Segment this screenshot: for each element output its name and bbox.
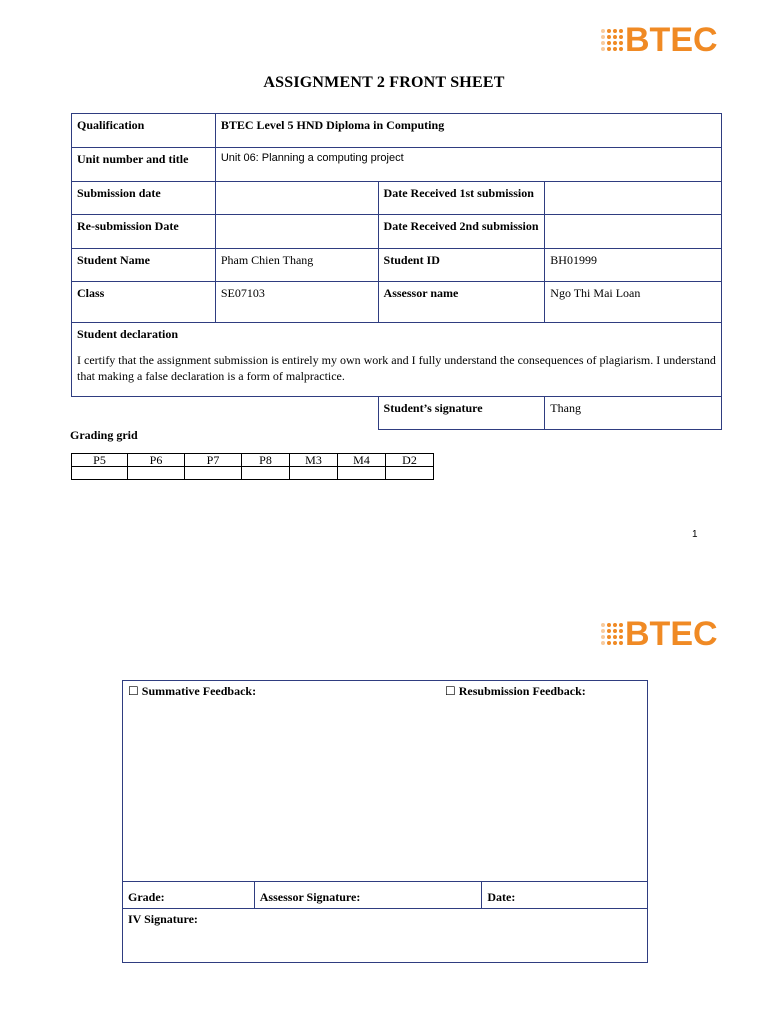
grading-header-row <box>72 454 434 467</box>
resubmission-feedback-label: Resubmission Feedback: <box>458 684 586 698</box>
grade-criterion: P5 <box>72 454 128 467</box>
declaration-cell <box>72 323 722 397</box>
declaration-row <box>72 323 722 397</box>
grade-cell[interactable] <box>72 467 128 480</box>
date-received-1-label: Date Received 1st submission <box>378 182 545 215</box>
class-value[interactable]: SE07103 <box>215 282 378 323</box>
resubmission-date-label: Re-submission Date <box>72 215 216 249</box>
summative-feedback-label: Summative Feedback: <box>141 684 257 698</box>
submission-row <box>72 182 722 215</box>
qualification-row <box>72 114 722 148</box>
btec-logo <box>601 23 718 57</box>
unit-row <box>72 148 722 182</box>
logo-dots-icon <box>601 29 623 51</box>
iv-signature-label[interactable]: IV Signature: <box>123 909 648 963</box>
grading-value-row <box>72 467 434 480</box>
grade-cell[interactable] <box>338 467 386 480</box>
date-received-2-label: Date Received 2nd submission <box>378 215 545 249</box>
checkbox-icon[interactable]: ☐ <box>128 684 139 698</box>
date-label[interactable]: Date: <box>482 882 648 909</box>
grade-criterion: P8 <box>242 454 290 467</box>
grade-cell[interactable] <box>185 467 242 480</box>
declaration-title: Student declaration <box>77 327 179 341</box>
logo-text: BTEC <box>625 21 718 59</box>
feedback-table <box>122 680 648 963</box>
assessor-signature-label[interactable]: Assessor Signature: <box>254 882 482 909</box>
qualification-value: BTEC Level 5 HND Diploma in Computing <box>215 114 721 148</box>
student-id-label: Student ID <box>378 249 545 282</box>
assessor-name-label: Assessor name <box>378 282 545 323</box>
page-title: ASSIGNMENT 2 FRONT SHEET <box>263 74 505 91</box>
date-received-1-field[interactable] <box>545 182 722 215</box>
date-received-2-field[interactable] <box>545 215 722 249</box>
feedback-row <box>123 681 648 882</box>
grade-cell[interactable] <box>290 467 338 480</box>
student-name-label: Student Name <box>72 249 216 282</box>
grade-criterion: M4 <box>338 454 386 467</box>
grade-criterion: P7 <box>185 454 242 467</box>
grade-cell[interactable] <box>386 467 434 480</box>
iv-signature-row <box>123 909 648 963</box>
unit-value: Unit 06: Planning a computing project <box>215 148 721 182</box>
qualification-label: Qualification <box>72 114 216 148</box>
assessor-name-value[interactable]: Ngo Thi Mai Loan <box>545 282 722 323</box>
grade-row <box>123 882 648 909</box>
front-sheet-table <box>71 113 722 430</box>
grade-criterion: P6 <box>128 454 185 467</box>
student-id-value[interactable]: BH01999 <box>545 249 722 282</box>
grade-label[interactable]: Grade: <box>123 882 255 909</box>
grading-grid-label: Grading grid <box>70 428 138 442</box>
feedback-cell[interactable] <box>123 681 648 882</box>
signature-spacer <box>72 397 379 430</box>
signature-label: Student’s signature <box>378 397 545 430</box>
class-label: Class <box>72 282 216 323</box>
resubmission-row <box>72 215 722 249</box>
checkbox-icon[interactable]: ☐ <box>445 684 456 698</box>
resubmission-date-field[interactable] <box>215 215 378 249</box>
student-row <box>72 249 722 282</box>
signature-value[interactable]: Thang <box>545 397 722 430</box>
grade-cell[interactable] <box>242 467 290 480</box>
class-row <box>72 282 722 323</box>
unit-label: Unit number and title <box>72 148 216 182</box>
grade-cell[interactable] <box>128 467 185 480</box>
page-number: 1 <box>692 529 698 540</box>
submission-date-label: Submission date <box>72 182 216 215</box>
logo-text: BTEC <box>625 615 718 653</box>
student-name-value[interactable]: Pham Chien Thang <box>215 249 378 282</box>
submission-date-field[interactable] <box>215 182 378 215</box>
grading-grid <box>71 453 434 480</box>
grade-criterion: M3 <box>290 454 338 467</box>
grade-criterion: D2 <box>386 454 434 467</box>
declaration-text: I certify that the assignment submission is entirely my own work and I fully understand the consequences of plagiarism. I understand that making a false declaration is a form of malpractice. <box>77 353 716 383</box>
btec-logo <box>601 617 718 651</box>
logo-dots-icon <box>601 623 623 645</box>
signature-row <box>72 397 722 430</box>
